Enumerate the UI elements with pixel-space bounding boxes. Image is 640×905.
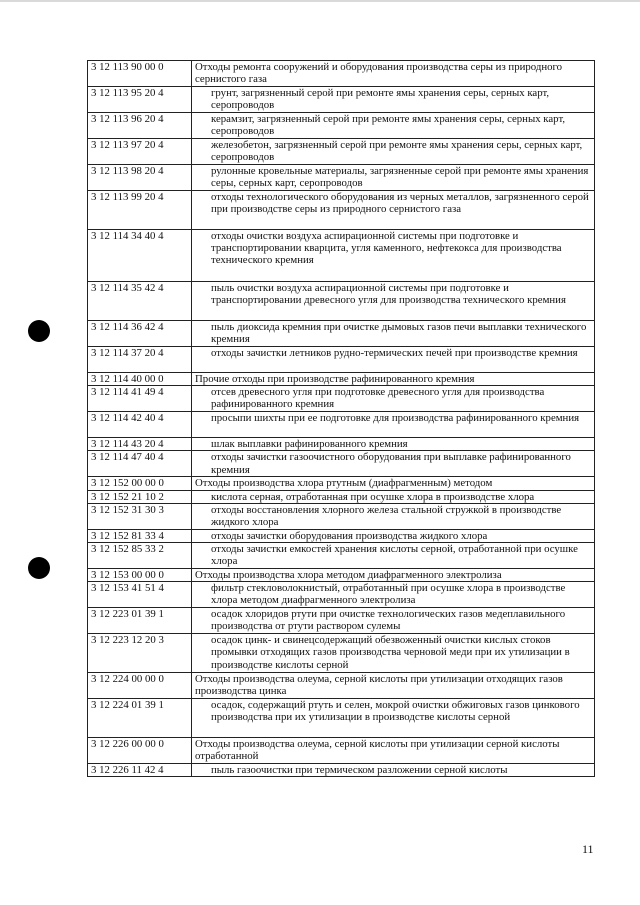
waste-code-cell: 3 12 152 81 33 4: [88, 529, 192, 542]
scan-top-edge: [0, 0, 640, 2]
waste-item-description: кислота серная, отработанная при осушке хлора в производстве хлора: [192, 490, 595, 503]
waste-group-heading: Отходы ремонта сооружений и оборудования производства серы из природного сернистого газа: [192, 61, 595, 87]
waste-code-cell: 3 12 114 42 40 4: [88, 412, 192, 438]
waste-item-description: керамзит, загрязненный серой при ремонте ямы хранения серы, серных карт, серопроводов: [192, 113, 595, 139]
waste-code-cell: 3 12 113 98 20 4: [88, 165, 192, 191]
table-row: [88, 738, 595, 764]
waste-code-cell: 3 12 114 43 20 4: [88, 438, 192, 451]
waste-code-cell: 3 12 223 12 20 3: [88, 634, 192, 673]
table-row: [88, 412, 595, 438]
waste-code-cell: 3 12 114 37 20 4: [88, 347, 192, 373]
waste-code-cell: 3 12 114 47 40 4: [88, 451, 192, 477]
waste-item-description: отходы зачистки летников рудно-термических печей при производстве кремния: [192, 347, 595, 373]
waste-code-cell: 3 12 152 31 30 3: [88, 503, 192, 529]
waste-code-cell: 3 12 224 00 00 0: [88, 673, 192, 699]
table-row: [88, 347, 595, 373]
waste-item-description: шлак выплавки рафинированного кремния: [192, 438, 595, 451]
table-row: [88, 582, 595, 608]
waste-code-cell: 3 12 114 35 42 4: [88, 282, 192, 321]
waste-code-cell: 3 12 226 11 42 4: [88, 764, 192, 777]
table-row: [88, 165, 595, 191]
waste-code-cell: 3 12 114 41 49 4: [88, 386, 192, 412]
table-row: [88, 321, 595, 347]
table-row: [88, 113, 595, 139]
waste-group-heading: Отходы производства хлора ртутным (диафрагменным) методом: [192, 477, 595, 490]
table-row: [88, 61, 595, 87]
waste-code-cell: 3 12 153 00 00 0: [88, 569, 192, 582]
waste-item-description: отходы очистки воздуха аспирационной системы при подготовке и транспортировании кварцита, угля каменного, нефтекокса для производства технического кремния: [192, 230, 595, 282]
waste-item-description: пыль очистки воздуха аспирационной системы при подготовке и транспортировании древесного угля для производства технического кремния: [192, 282, 595, 321]
table-row: [88, 373, 595, 386]
table-row: [88, 386, 595, 412]
waste-group-heading: Прочие отходы при производстве рафинированного кремния: [192, 373, 595, 386]
table-row: [88, 438, 595, 451]
waste-code-cell: 3 12 152 21 10 2: [88, 490, 192, 503]
page-number: 11: [582, 842, 594, 856]
waste-code-cell: 3 12 113 95 20 4: [88, 87, 192, 113]
waste-code-cell: 3 12 113 96 20 4: [88, 113, 192, 139]
waste-item-description: железобетон, загрязненный серой при ремонте ямы хранения серы, серных карт, серопроводов: [192, 139, 595, 165]
waste-code-cell: 3 12 152 85 33 2: [88, 543, 192, 569]
waste-item-description: осадок цинк- и свинецсодержащий обезвоженный очистки кислых стоков промывки отходящих газов производства черновой меди при их утилизации в производстве кислоты серной: [192, 634, 595, 673]
waste-code-cell: 3 12 114 36 42 4: [88, 321, 192, 347]
table-row: [88, 503, 595, 529]
table-row: [88, 139, 595, 165]
waste-item-description: грунт, загрязненный серой при ремонте ямы хранения серы, серных карт, серопроводов: [192, 87, 595, 113]
waste-item-description: отходы зачистки газоочистного оборудования при выплавке рафинированного кремния: [192, 451, 595, 477]
table-row: [88, 529, 595, 542]
waste-item-description: отходы восстановления хлорного железа стальной стружкой в производстве жидкого хлора: [192, 503, 595, 529]
waste-item-description: просыпи шихты при ее подготовке для производства рафинированного кремния: [192, 412, 595, 438]
waste-group-heading: Отходы производства олеума, серной кислоты при утилизации отходящих газов производства цинка: [192, 673, 595, 699]
waste-classification-table: [87, 60, 595, 777]
table-row: [88, 230, 595, 282]
waste-item-description: рулонные кровельные материалы, загрязненные серой при ремонте ямы хранения серы, серных карт, серопроводов: [192, 165, 595, 191]
table-row: [88, 282, 595, 321]
table-row: [88, 451, 595, 477]
binder-hole-lower: [28, 557, 50, 579]
table-row: [88, 608, 595, 634]
table-row: [88, 764, 595, 777]
waste-code-cell: 3 12 114 40 00 0: [88, 373, 192, 386]
binder-hole-upper: [28, 320, 50, 342]
table-row: [88, 543, 595, 569]
table-row: [88, 490, 595, 503]
waste-code-cell: 3 12 224 01 39 1: [88, 699, 192, 738]
table-row: [88, 673, 595, 699]
table-row: [88, 191, 595, 230]
waste-item-description: отходы технологического оборудования из черных металлов, загрязненного серой при производстве серы из природного сернистого газа: [192, 191, 595, 230]
waste-group-heading: Отходы производства хлора методом диафрагменного электролиза: [192, 569, 595, 582]
waste-item-description: осадок, содержащий ртуть и селен, мокрой очистки обжиговых газов цинкового производства при их утилизации в производстве кислоты серной: [192, 699, 595, 738]
table-row: [88, 477, 595, 490]
table-row: [88, 87, 595, 113]
waste-item-description: фильтр стекловолокнистый, отработанный при осушке хлора в производстве хлора методом диафрагменного электролиза: [192, 582, 595, 608]
waste-code-cell: 3 12 226 00 00 0: [88, 738, 192, 764]
waste-item-description: отходы зачистки оборудования производства жидкого хлора: [192, 529, 595, 542]
waste-group-heading: Отходы производства олеума, серной кислоты при утилизации серной кислоты отработанной: [192, 738, 595, 764]
waste-code-cell: 3 12 114 34 40 4: [88, 230, 192, 282]
waste-code-cell: 3 12 153 41 51 4: [88, 582, 192, 608]
waste-code-cell: 3 12 152 00 00 0: [88, 477, 192, 490]
waste-item-description: отходы зачистки емкостей хранения кислоты серной, отработанной при осушке хлора: [192, 543, 595, 569]
table-row: [88, 569, 595, 582]
waste-item-description: отсев древесного угля при подготовке древесного угля для производства рафинированного кремния: [192, 386, 595, 412]
waste-code-cell: 3 12 113 99 20 4: [88, 191, 192, 230]
waste-item-description: пыль диоксида кремния при очистке дымовых газов печи выплавки технического кремния: [192, 321, 595, 347]
waste-code-cell: 3 12 113 90 00 0: [88, 61, 192, 87]
waste-code-cell: 3 12 223 01 39 1: [88, 608, 192, 634]
waste-code-cell: 3 12 113 97 20 4: [88, 139, 192, 165]
table-row: [88, 699, 595, 738]
table-body: [88, 61, 595, 777]
waste-item-description: осадок хлоридов ртути при очистке технологических газов медеплавильного производства от ртути раствором сулемы: [192, 608, 595, 634]
waste-item-description: пыль газоочистки при термическом разложении серной кислоты: [192, 764, 595, 777]
table-row: [88, 634, 595, 673]
